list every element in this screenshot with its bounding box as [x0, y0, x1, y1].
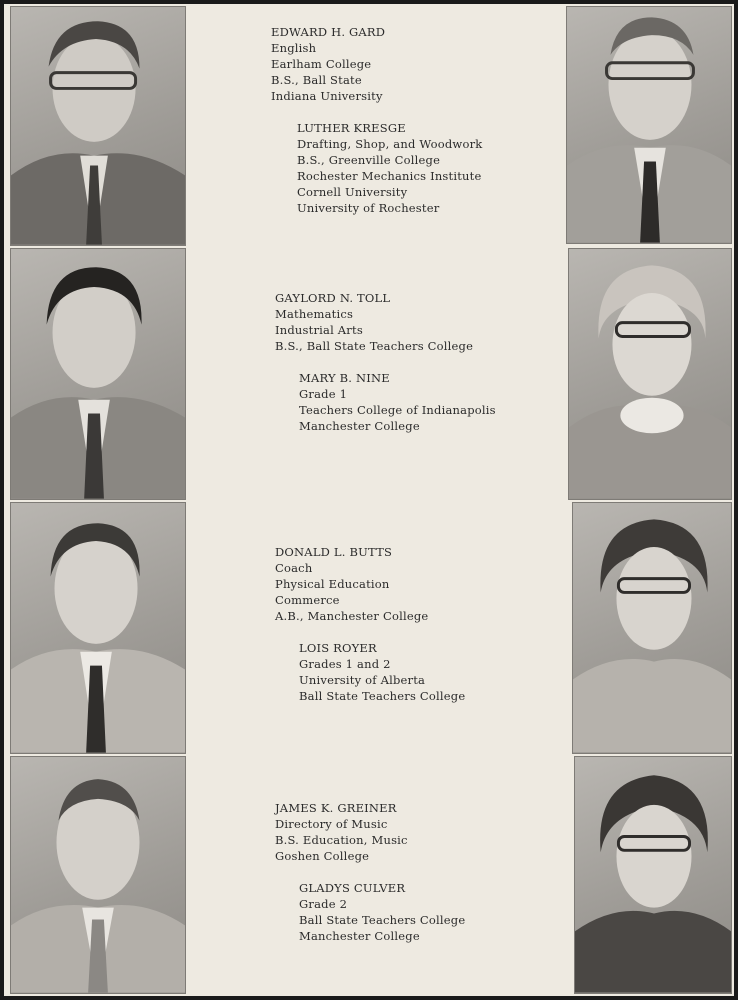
- faculty-detail: Commerce: [275, 593, 340, 607]
- faculty-detail: Goshen College: [275, 849, 370, 863]
- faculty-detail: English: [271, 41, 317, 55]
- faculty-detail: Manchester College: [299, 419, 420, 433]
- faculty-detail: Rochester Mechanics Institute: [297, 169, 482, 183]
- faculty-detail: A.B., Manchester College: [275, 609, 429, 623]
- faculty-detail: Grade 2: [299, 897, 348, 911]
- faculty-name: DONALD L. BUTTS: [275, 545, 393, 559]
- faculty-detail: Grade 1: [299, 387, 348, 401]
- faculty-detail: University of Rochester: [297, 201, 440, 215]
- faculty-detail: Drafting, Shop, and Woodwork: [297, 137, 483, 151]
- faculty-detail: Directory of Music: [275, 817, 388, 831]
- faculty-name: LOIS ROYER: [299, 641, 377, 655]
- faculty-detail: Earlham College: [271, 57, 372, 71]
- faculty-entry-gladys-culver: [299, 880, 465, 944]
- faculty-detail: Grades 1 and 2: [299, 657, 391, 671]
- faculty-detail: Mathematics: [275, 307, 354, 321]
- faculty-detail: B.S. Education, Music: [275, 833, 408, 847]
- faculty-name: GAYLORD N. TOLL: [275, 291, 391, 305]
- faculty-detail: Ball State Teachers College: [299, 689, 466, 703]
- faculty-entry-gaylord-n-toll: [275, 290, 473, 354]
- faculty-name: LUTHER KRESGE: [297, 121, 406, 135]
- faculty-name: GLADYS CULVER: [299, 881, 406, 895]
- faculty-detail: Ball State Teachers College: [299, 913, 466, 927]
- faculty-entry-lois-royer: [299, 640, 465, 704]
- faculty-detail: University of Alberta: [299, 673, 426, 687]
- faculty-entry-james-k-greiner: [275, 800, 408, 864]
- faculty-name: EDWARD H. GARD: [271, 25, 386, 39]
- faculty-detail: Indiana University: [271, 89, 383, 103]
- faculty-detail: B.S., Ball State: [271, 73, 362, 87]
- faculty-entry-mary-b-nine: [299, 370, 496, 434]
- faculty-detail: Physical Education: [275, 577, 390, 591]
- faculty-entry-donald-l-butts: [275, 544, 428, 624]
- faculty-detail: Industrial Arts: [275, 323, 363, 337]
- faculty-entry-edward-h-gard: [271, 24, 385, 104]
- faculty-detail: Teachers College of Indianapolis: [299, 403, 496, 417]
- faculty-detail: Coach: [275, 561, 313, 575]
- faculty-text-column: [4, 4, 734, 996]
- faculty-name: MARY B. NINE: [299, 371, 390, 385]
- faculty-name: JAMES K. GREINER: [275, 801, 397, 815]
- faculty-detail: B.S., Greenville College: [297, 153, 441, 167]
- yearbook-page: [4, 4, 734, 996]
- faculty-entry-luther-kresge: [297, 120, 482, 216]
- faculty-detail: Manchester College: [299, 929, 420, 943]
- faculty-detail: Cornell University: [297, 185, 408, 199]
- faculty-detail: B.S., Ball State Teachers College: [275, 339, 474, 353]
